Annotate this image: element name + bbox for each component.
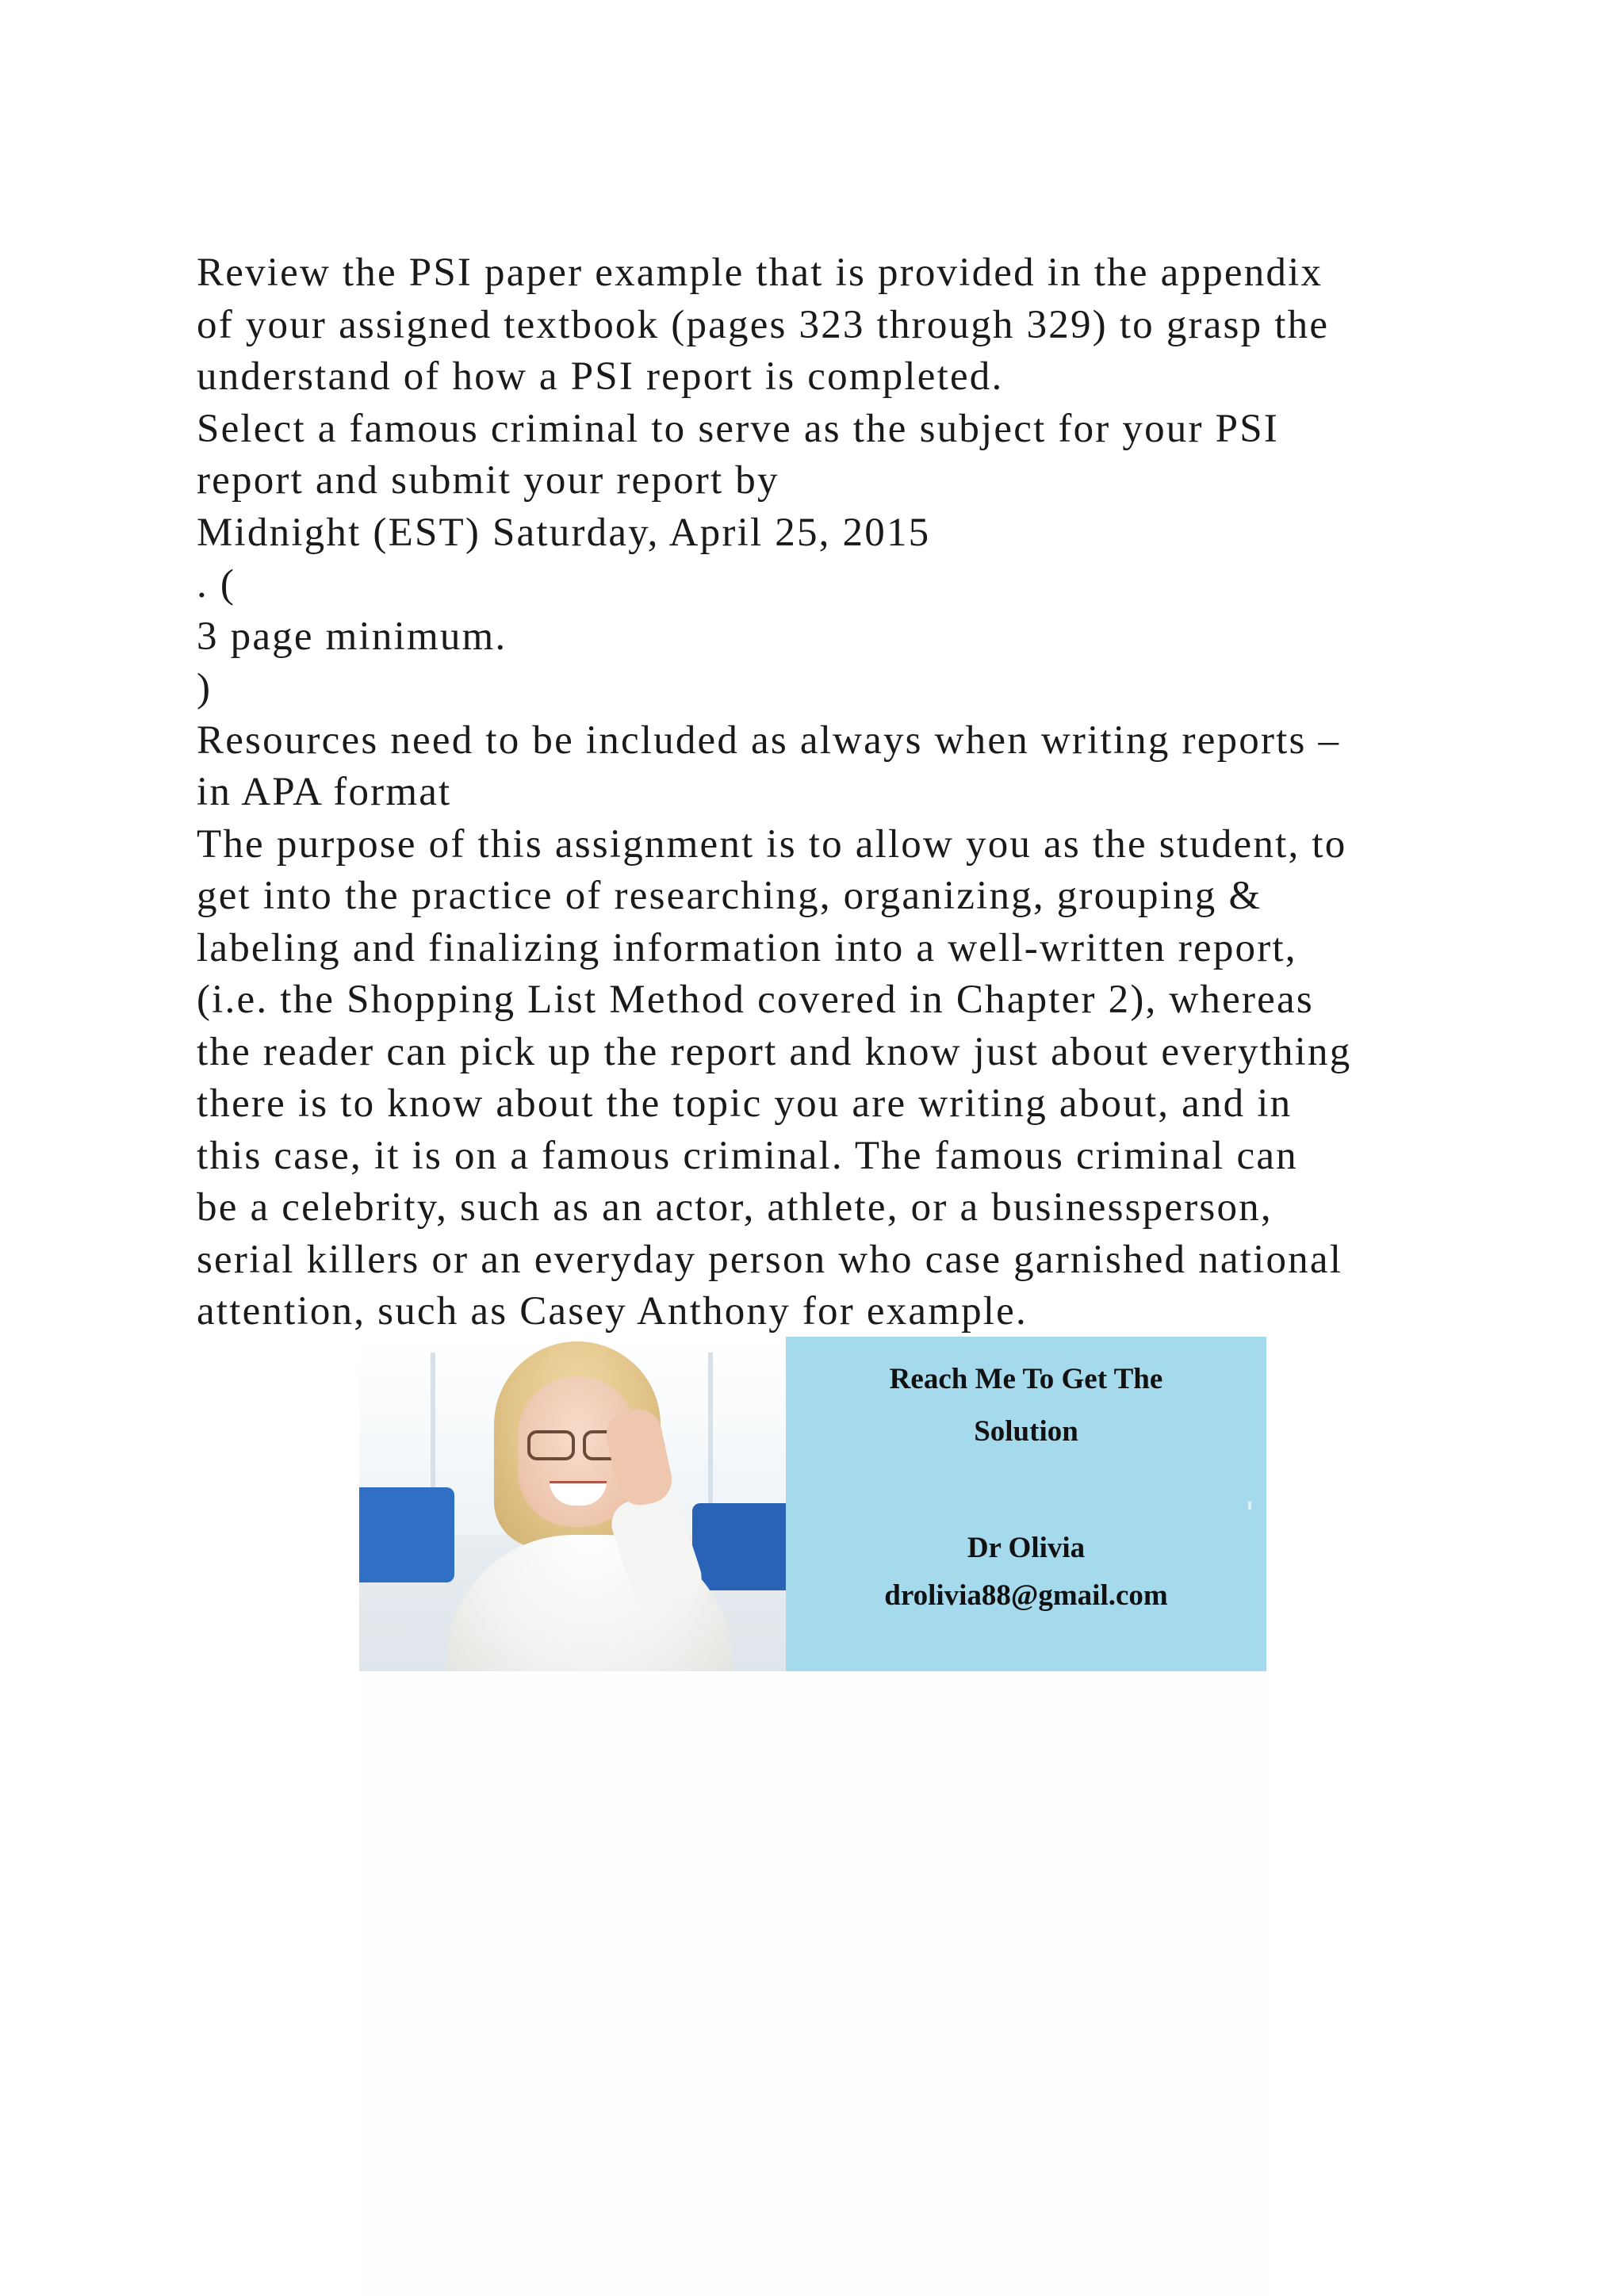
- text-line: report and submit your report by: [197, 458, 779, 503]
- text-line: (i.e. the Shopping List Method covered in Chapter 2), whereas: [197, 978, 1314, 1022]
- contact-name: Dr Olivia: [967, 1532, 1086, 1564]
- text-line: ): [197, 666, 213, 710]
- text-line: the reader can pick up the report and know just about everything: [197, 1029, 1352, 1074]
- contact-email: drolivia88@gmail.com: [884, 1579, 1168, 1612]
- text-line: Review the PSI paper example that is provided in the appendix: [197, 251, 1323, 295]
- text-line: be a celebrity, such as an actor, athlete, or a businessperson,: [197, 1185, 1273, 1230]
- text-line-deadline: Midnight (EST) Saturday, April 25, 2015: [197, 510, 931, 555]
- text-line: there is to know about the topic you are writing about, and in: [197, 1081, 1293, 1126]
- text-line: in APA format: [197, 770, 452, 814]
- text-line: get into the practice of researching, organizing, grouping &: [197, 874, 1262, 918]
- woman-photo: [359, 1337, 786, 1671]
- decorative-mark: [1248, 1502, 1251, 1510]
- banner-heading-continued: Solution: [974, 1415, 1078, 1448]
- text-line: this case, it is on a famous criminal. The famous criminal can: [197, 1133, 1298, 1178]
- text-line: The purpose of this assignment is to allow you as the student, to: [197, 821, 1347, 867]
- text-line: understand of how a PSI report is completed.: [197, 354, 1004, 399]
- text-line-page-minimum: 3 page minimum.: [197, 614, 508, 659]
- text-line: attention, such as Casey Anthony for example.: [197, 1289, 1028, 1334]
- contact-banner-image: [359, 1337, 1266, 1671]
- text-line: of your assigned textbook (pages 323 through 329) to grasp the: [197, 302, 1330, 347]
- text-line: serial killers or an everyday person who case garnished national: [197, 1237, 1343, 1282]
- text-line: labeling and finalizing information into a well-written report,: [197, 925, 1297, 970]
- text-line: . (: [197, 562, 236, 607]
- text-line: Resources need to be included as always when writing reports –: [197, 718, 1341, 763]
- background-chair: [692, 1503, 786, 1590]
- blank-image-area: [359, 1671, 1266, 2296]
- banner-heading: Reach Me To Get The: [889, 1363, 1163, 1395]
- contact-card: [786, 1337, 1266, 1671]
- text-line: Select a famous criminal to serve as the subject for your PSI: [197, 406, 1279, 451]
- background-chair: [359, 1487, 454, 1582]
- window-frame: [708, 1353, 713, 1527]
- assignment-text: [197, 247, 1465, 1338]
- glasses-icon: [527, 1430, 575, 1460]
